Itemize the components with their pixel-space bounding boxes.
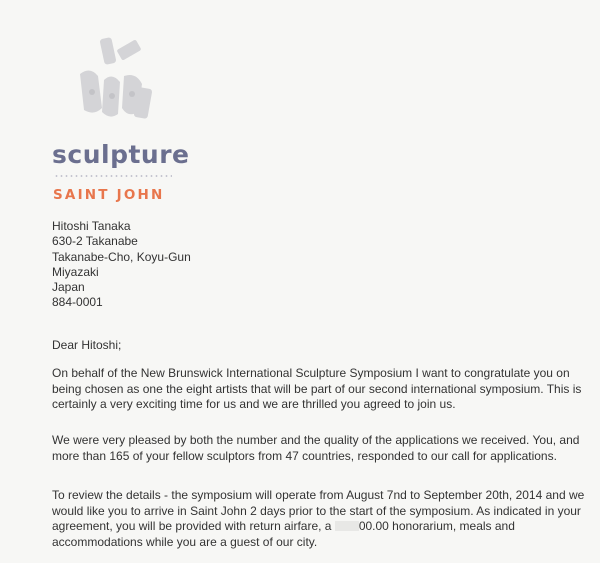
paragraph-details-text-end: 00.00 honorarium, meals and accommodations while you are a guest of our city. xyxy=(52,519,515,549)
paragraph-details xyxy=(52,488,592,550)
paragraph-details-text: To review the details - the symposium will operate from August 7nd to September 20th, 2014 and we would like you to arrive in Saint John 2 days prior to the start of the symposium. As indicated in your agreement, you will be provided with return airfare, a xyxy=(52,488,585,533)
address-line: 630-2 Takanabe xyxy=(52,234,138,249)
address-line: 884-0001 xyxy=(52,295,103,310)
address-line: Hitoshi Tanaka xyxy=(52,219,131,233)
paragraph-congratulations: On behalf of the New Brunswick International Sculpture Symposium I want to congratulate you on being chosen as one the eight artists that will be part of our second international symposium. This is certainly a very exciting time for us and we are thrilled you agreed to join us. xyxy=(52,366,582,411)
redacted-amount xyxy=(335,521,359,531)
address-line: Japan xyxy=(52,280,85,295)
logo-dotted-divider xyxy=(54,175,172,177)
logo-city: SAINT JOHN xyxy=(53,187,165,203)
salutation: Dear Hitoshi; xyxy=(52,338,122,352)
logo-word: sculpture xyxy=(52,140,190,169)
logo-sculpture-mark-icon xyxy=(62,30,162,130)
address-line: Takanabe-Cho, Koyu-Gun xyxy=(52,249,191,264)
sculpture-saint-john-logo xyxy=(52,30,192,203)
paragraph-applications: We were very pleased by both the number and the quality of the applications we received. You, and more than 165 of your fellow sculptors from 47 countries, responded to our call for applications. xyxy=(52,433,580,463)
address-line: Miyazaki xyxy=(52,264,99,279)
recipient-address xyxy=(52,219,191,311)
